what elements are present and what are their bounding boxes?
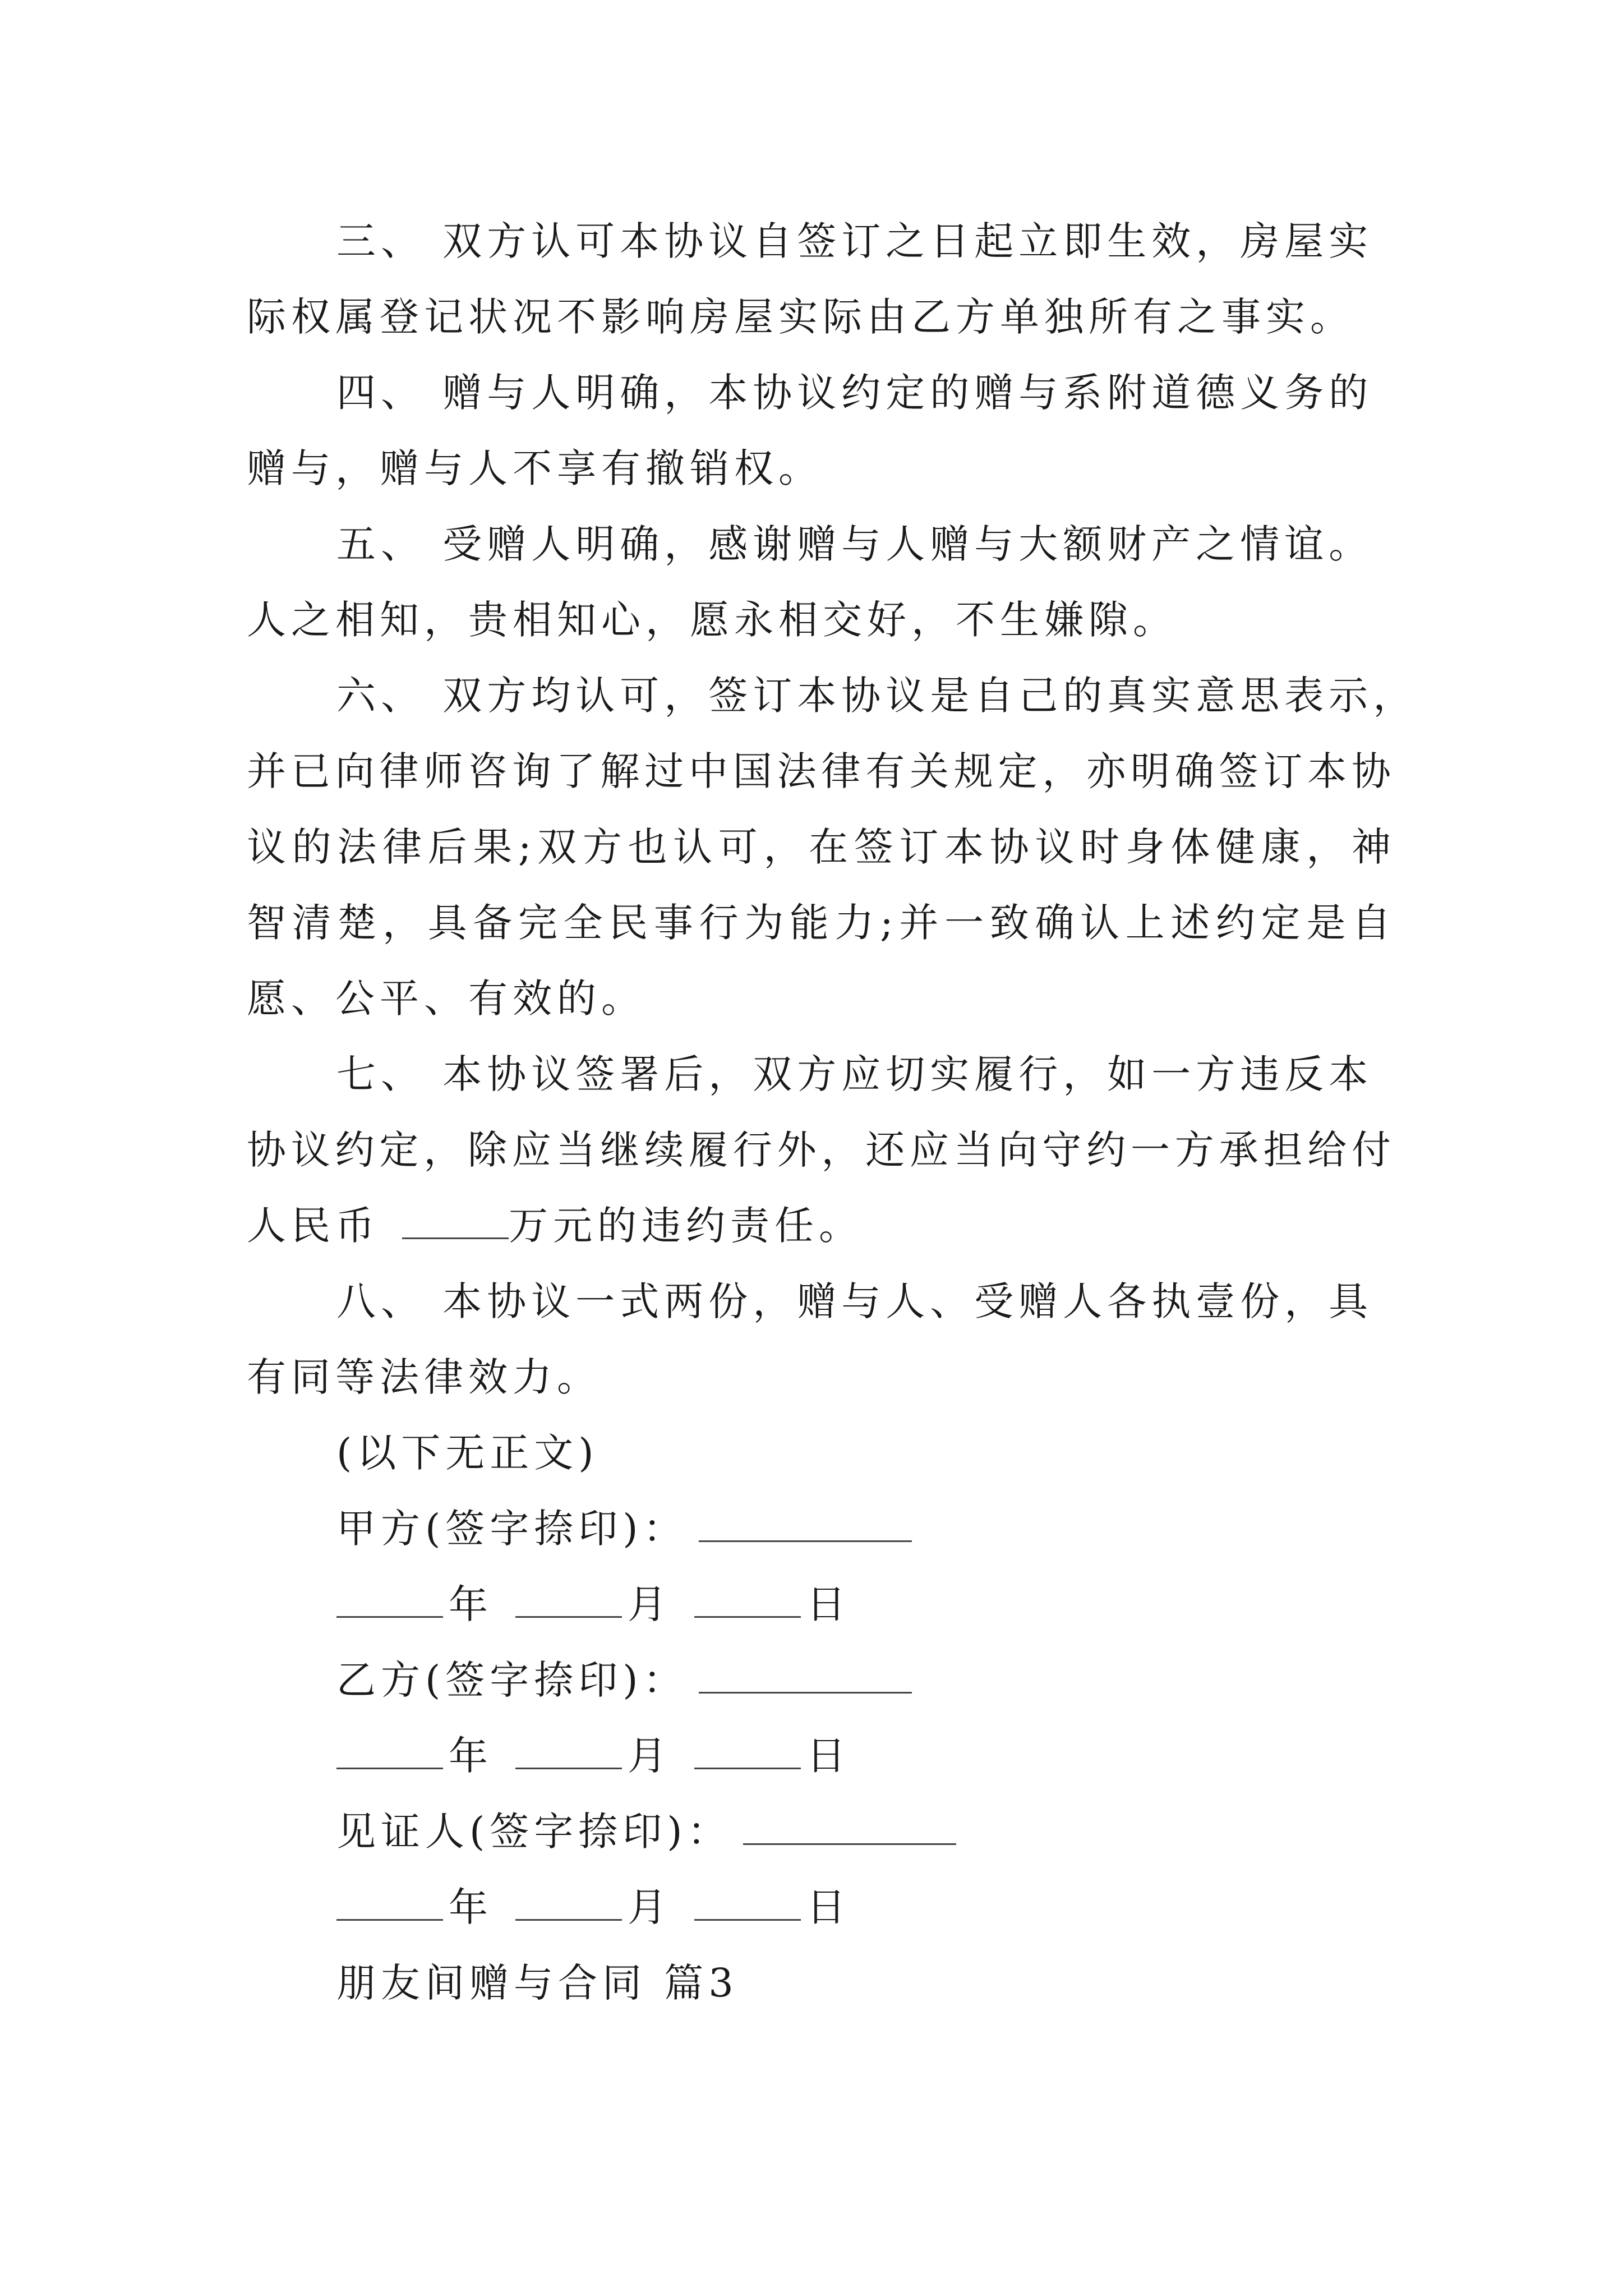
next-section-title: 朋友间赠与合同 篇3 bbox=[336, 1960, 739, 2006]
day-blank bbox=[694, 1734, 801, 1769]
clause-6-line-4: 智清楚，具备完全民事行为能力;并一致确认上述约定是自 bbox=[247, 900, 1391, 946]
year-blank bbox=[336, 1582, 443, 1618]
clause-8-line-1: 八、 本协议一式两份，赠与人、受赠人各执壹份，具 bbox=[336, 1278, 1373, 1324]
party-b-sign-blank bbox=[699, 1658, 912, 1694]
clause-7-line-3 bbox=[247, 1198, 863, 1254]
clause-5-line-1: 五、 受赠人明确，感谢赠与人赠与大额财产之情谊。 bbox=[336, 521, 1373, 567]
month-blank bbox=[515, 1734, 622, 1769]
month-blank bbox=[515, 1885, 622, 1921]
penalty-amount-blank bbox=[402, 1204, 509, 1239]
witness-sign-blank bbox=[743, 1810, 956, 1845]
day-label: 日 bbox=[806, 1884, 851, 1930]
month-label: 月 bbox=[628, 1884, 672, 1930]
day-label: 日 bbox=[806, 1581, 851, 1627]
clause-4-line-1: 四、 赠与人明确，本协议约定的赠与系附道德义务的 bbox=[336, 370, 1373, 416]
clause-6-line-1: 六、 双方均认可，签订本协议是自己的真实意思表示， bbox=[336, 673, 1418, 719]
penalty-suffix: 万元的违约责任。 bbox=[509, 1203, 863, 1249]
witness-signature bbox=[336, 1803, 956, 1860]
clause-6-line-3: 议的法律后果;双方也认可，在签订本协议时身体健康，神 bbox=[247, 824, 1391, 870]
year-label: 年 bbox=[449, 1733, 493, 1779]
day-blank bbox=[694, 1582, 801, 1618]
year-blank bbox=[336, 1885, 443, 1921]
clause-6-line-2: 并已向律师咨询了解过中国法律有关规定，亦明确签订本协 bbox=[247, 748, 1391, 794]
year-blank bbox=[336, 1734, 443, 1769]
party-b-date bbox=[336, 1728, 851, 1784]
party-b-label: 乙方(签字捺印)： bbox=[336, 1657, 688, 1703]
year-label: 年 bbox=[449, 1884, 493, 1930]
party-b-signature bbox=[336, 1652, 912, 1708]
year-label: 年 bbox=[449, 1581, 493, 1627]
witness-date bbox=[336, 1879, 851, 1935]
day-label: 日 bbox=[806, 1733, 851, 1779]
clause-7-line-2: 协议约定，除应当继续履行外，还应当向守约一方承担给付 bbox=[247, 1127, 1391, 1173]
clause-7-line-1: 七、 本协议签署后，双方应切实履行，如一方违反本 bbox=[336, 1051, 1373, 1097]
month-blank bbox=[515, 1582, 622, 1618]
party-a-sign-blank bbox=[699, 1507, 912, 1542]
currency-label: 人民币 bbox=[247, 1203, 380, 1249]
month-label: 月 bbox=[628, 1733, 672, 1779]
party-a-label: 甲方(签字捺印)： bbox=[336, 1506, 688, 1552]
clause-3-line-2: 际权属登记状况不影响房屋实际由乙方单独所有之事实。 bbox=[247, 294, 1354, 340]
day-blank bbox=[694, 1885, 801, 1921]
month-label: 月 bbox=[628, 1581, 672, 1627]
party-a-signature bbox=[336, 1501, 912, 1557]
no-text-note: (以下无正文) bbox=[336, 1430, 599, 1476]
party-a-date bbox=[336, 1576, 851, 1632]
clause-6-line-5: 愿、公平、有效的。 bbox=[247, 976, 645, 1022]
clause-3-line-1: 三、 双方认可本协议自签订之日起立即生效，房屋实 bbox=[336, 218, 1373, 264]
clause-8-line-2: 有同等法律效力。 bbox=[247, 1354, 601, 1400]
clause-5-line-2: 人之相知，贵相知心，愿永相交好，不生嫌隙。 bbox=[247, 597, 1177, 643]
witness-label: 见证人(签字捺印)： bbox=[336, 1809, 732, 1855]
clause-4-line-2: 赠与，赠与人不享有撤销权。 bbox=[247, 445, 823, 491]
